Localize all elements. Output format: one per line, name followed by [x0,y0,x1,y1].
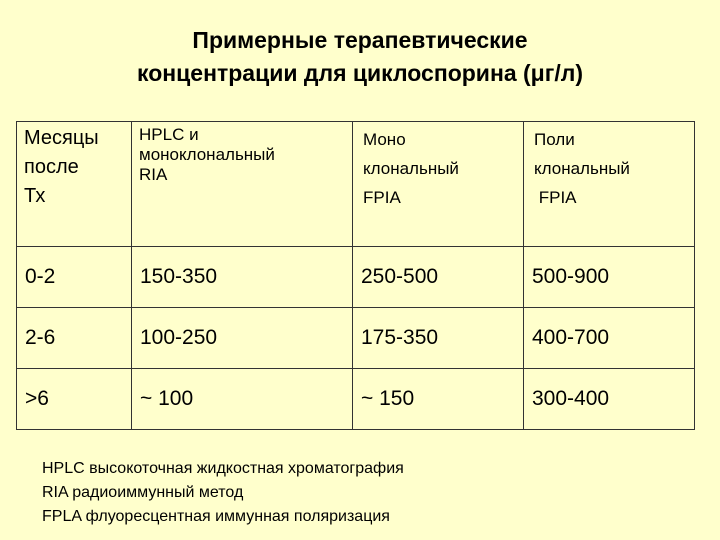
table-cell [17,369,132,430]
cell-text: 400-700 [532,326,610,349]
concentration-table [16,121,695,430]
header-text: клональный [363,159,459,178]
table-cell [353,308,524,369]
table-cell [17,308,132,369]
table-cell [524,369,695,430]
table-cell [132,247,353,308]
header-text: FPIA [363,188,401,207]
table-cell [132,308,353,369]
cell-text: 175-350 [361,326,439,349]
table-header-row [17,122,695,247]
header-mono-fpia [353,122,524,247]
abbreviation-notes [42,457,404,529]
header-hplc [132,122,353,247]
table-cell [17,247,132,308]
cell-text: 2-6 [25,326,56,349]
title-line-2: концентрации для циклоспорина (μг/л) [137,60,583,86]
cell-text: >6 [25,387,49,410]
table-cell [524,308,695,369]
header-text: RIA [139,165,168,184]
header-text: Моно [363,130,406,149]
header-text: Месяцы [24,127,99,149]
table-row [17,369,695,430]
header-text: клональный [534,159,630,178]
header-months [17,122,132,247]
header-text: Тх [24,185,46,207]
cell-text: 250-500 [361,265,439,288]
cell-text: 150-350 [140,265,218,288]
header-text: Поли [534,130,575,149]
header-text: FPIA [534,188,577,207]
page-title [0,24,720,90]
title-line-1: Примерные терапевтические [192,27,528,53]
cell-text: 500-900 [532,265,610,288]
table-cell [353,369,524,430]
cell-text: 300-400 [532,387,610,410]
note-ria: RIA радиоиммунный метод [42,484,244,501]
cell-text: ~ 150 [361,387,415,410]
cell-text: ~ 100 [140,387,194,410]
cell-text: 100-250 [140,326,218,349]
header-text: HPLC и [139,125,199,144]
note-hplc: HPLC высокоточная жидкостная хроматография [42,460,404,477]
table-row [17,308,695,369]
note-fpla: FPLA флуоресцентная иммунная поляризация [42,508,390,525]
header-poly-fpia [524,122,695,247]
table-cell [524,247,695,308]
table-cell [353,247,524,308]
cell-text: 0-2 [25,265,56,288]
header-text: моноклональный [139,145,275,164]
header-text: после [24,156,79,178]
table-cell [132,369,353,430]
table-row [17,247,695,308]
